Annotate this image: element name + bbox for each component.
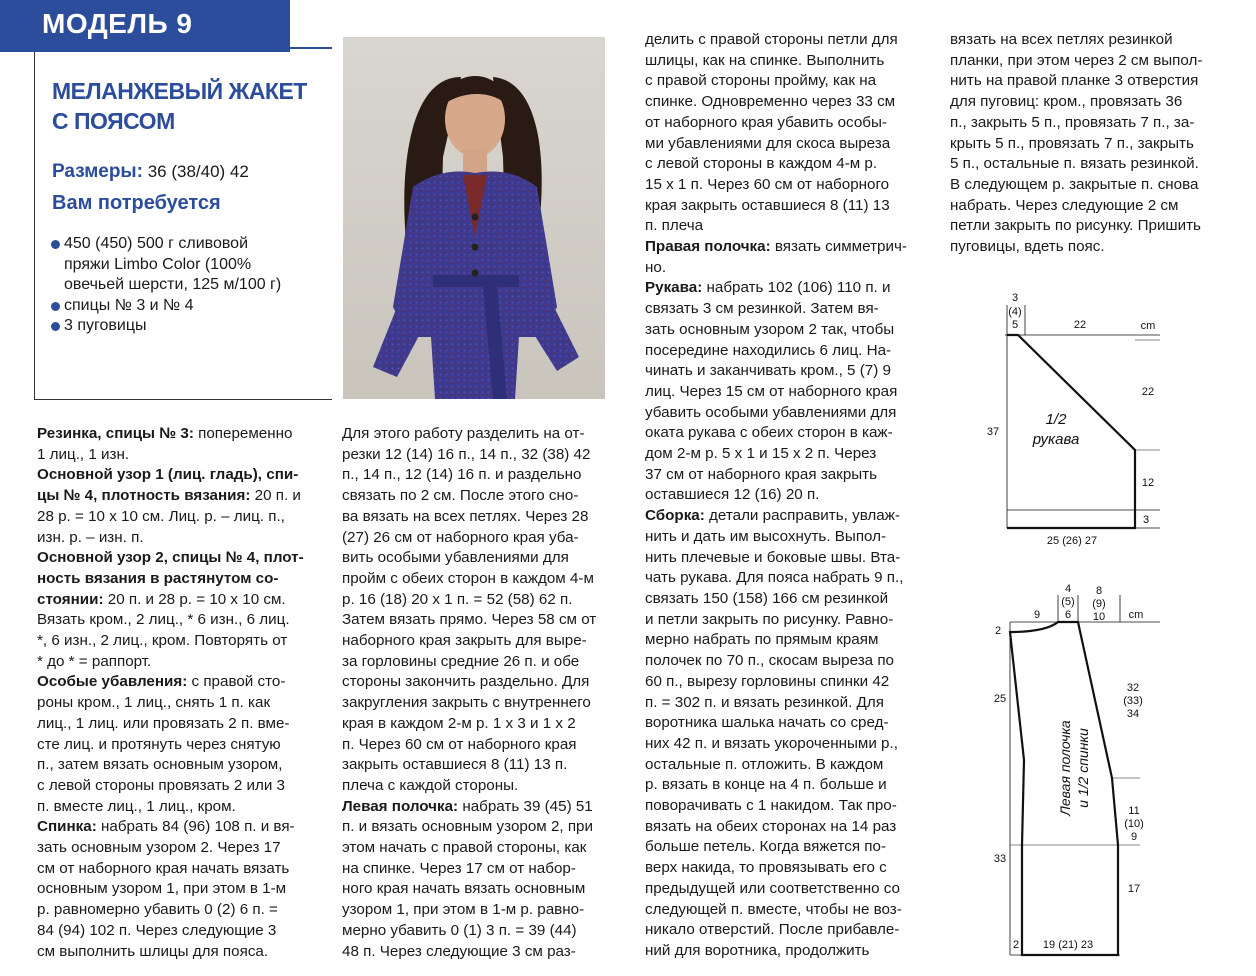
text-line (645, 71, 925, 92)
text-line (645, 196, 925, 217)
front-dim: 10 (1092, 611, 1106, 623)
frame-bottom-line (34, 399, 332, 400)
text-line (645, 568, 925, 589)
text-line (37, 652, 317, 673)
text-run: шлицы, как на спинке. Выполнить (645, 51, 885, 69)
text-run: 60 п., вырезу горловины спинки 42 (645, 672, 890, 690)
text-run: см выполнить шлицы для пояса. (37, 942, 269, 960)
text-line (645, 113, 925, 134)
text-line (342, 610, 622, 631)
text-run: мерно набрать по прямым краям (645, 631, 879, 649)
text-run: закрыть оставшиеся 8 (11) 13 п. (342, 756, 568, 774)
text-line (645, 465, 925, 486)
text-run: нить на правой планке 3 отверстия (950, 72, 1199, 90)
text-run: роны кром., 1 лиц., снять 1 п. как (37, 694, 271, 712)
text-run: 20 п. и 28 р. = 10 х 10 см. (103, 590, 286, 608)
text-line (645, 175, 925, 196)
text-run: с правой сто- (187, 673, 286, 691)
text-run: пройм с обеих сторон в каждом 4-м (342, 569, 594, 587)
text-run: 37 см от наборного края закрыть (645, 465, 878, 483)
front-label: и 1/2 спинки (1075, 728, 1091, 808)
text-run: них 42 п. и вязать укороченными р., (645, 734, 898, 752)
material-line: овечьей шерсти, 125 м/100 г) (64, 276, 282, 293)
text-run: но. (645, 258, 667, 276)
text-line (645, 713, 925, 734)
text-run: изн. р. – изн. п. (37, 528, 144, 546)
text-run: лиц., 1 лиц. или провязать 2 п. вме- (37, 714, 290, 732)
text-run: верх накида, то провязывать его с (645, 859, 887, 877)
text-run: попеременно (193, 425, 293, 442)
text-run: с левой стороны в каждом 4-м р. (645, 155, 878, 173)
text-line (37, 879, 317, 900)
text-run: с правой стороны пройму, как на (645, 72, 877, 90)
front-dim: (9) (1092, 598, 1106, 610)
text-line (37, 528, 317, 549)
section-heading: Спинка: (37, 818, 97, 836)
text-line (950, 196, 1235, 217)
text-line (645, 506, 925, 527)
text-run: р. равномерно убавить 0 (2) 6 п. = (37, 901, 278, 919)
text-line (342, 921, 622, 942)
front-dim: 19 (21) 23 (1042, 939, 1094, 951)
front-dim: 4 (1064, 583, 1072, 595)
text-line (37, 465, 317, 486)
text-line (342, 879, 622, 900)
text-line (645, 879, 925, 900)
text-run: связать 3 см резинкой. Затем вя- (645, 300, 879, 318)
front-dim: 11 (1128, 805, 1140, 817)
text-run: края закрыть оставшиеся 8 (11) 13 (645, 196, 890, 214)
text-run: для пуговиц: кром., провязать 36 (950, 93, 1183, 111)
section-heading: Резинка, спицы № 3: (37, 425, 194, 442)
text-run: основным узором 1, при этом в 1-м (37, 880, 287, 898)
text-run: узором 1, при этом в 1-м р. равно- (342, 901, 585, 919)
section-heading: Левая полочка: (342, 797, 459, 815)
front-back-diagram (985, 580, 1165, 972)
text-run: ного края начать вязать основным (342, 880, 586, 898)
text-line (342, 528, 622, 549)
text-line (950, 134, 1235, 155)
text-line (342, 714, 622, 735)
sleeve-dim: (4) (1008, 306, 1022, 318)
text-run: р. вязать в конце на 4 п. больше и (645, 776, 887, 794)
text-line (950, 30, 1235, 51)
text-line (950, 51, 1235, 72)
text-line (342, 672, 622, 693)
text-line (645, 30, 925, 51)
text-line (645, 278, 925, 299)
text-run: убавить особыми убавлениями для (645, 403, 897, 421)
header-rule (290, 47, 332, 49)
photo-illustration (343, 37, 605, 399)
text-line (645, 444, 925, 465)
text-line (37, 817, 317, 838)
front-dim: 32 (1126, 682, 1140, 694)
text-run: закругления закрыть с внутреннего (342, 694, 591, 712)
text-line (37, 942, 317, 963)
section-heading: Правая полочка: (645, 238, 771, 256)
section-heading: Сборка: (645, 507, 705, 525)
text-line (37, 776, 317, 797)
text-line (645, 817, 925, 838)
text-run: связать по 2 см. После этого сно- (342, 487, 579, 505)
model-banner (0, 0, 290, 52)
text-run: вязать на обеих сторонах на 14 раз (645, 817, 897, 835)
text-line (645, 403, 925, 424)
text-run: остальные п. отложить. В каждом (645, 755, 884, 773)
text-line (950, 71, 1235, 92)
section-heading: Особые убавления: (37, 673, 188, 691)
text-column-4 (950, 30, 1235, 258)
text-line (645, 320, 925, 341)
text-run: набрать 84 (96) 108 п. и вя- (96, 818, 295, 836)
text-run: мерно убавить 0 (1) 3 п. = 39 (44) (342, 921, 577, 939)
sleeve-dim: 25 (26) 27 (1046, 535, 1098, 547)
text-run: и петли закрыть по рисунку. Равно- (645, 610, 894, 628)
text-line (37, 424, 317, 445)
text-line (342, 693, 622, 714)
text-run: *, 6 изн., 2 лиц., кром. Повторять от (37, 632, 288, 650)
text-line (37, 693, 317, 714)
text-line (37, 921, 317, 942)
text-run: 20 п. и (250, 487, 301, 505)
text-line (950, 216, 1235, 237)
title-line: С ПОЯСОМ (52, 108, 175, 134)
front-dim: (33) (1123, 695, 1143, 707)
text-run: от наборного края убавить особы- (645, 113, 887, 131)
text-line (37, 714, 317, 735)
text-line (37, 735, 317, 756)
text-run: планки, при этом через 2 см выпол- (950, 51, 1203, 69)
pattern-title (52, 76, 312, 136)
text-line (950, 92, 1235, 113)
text-line (37, 900, 317, 921)
text-run: п. = 302 п. и вязать резинкой. Для (645, 693, 884, 711)
sleeve-dim: 22 (1141, 386, 1155, 398)
text-column-3 (645, 30, 925, 962)
sizes-value: 36 (38/40) 42 (142, 162, 249, 181)
text-line (645, 258, 925, 279)
text-line (645, 154, 925, 175)
text-line (37, 507, 317, 528)
text-line (645, 941, 925, 962)
text-line (645, 672, 925, 693)
text-run: никало отверстий. После прибавле- (645, 921, 900, 939)
text-run: полочек по 70 п., скосам выреза по (645, 652, 894, 670)
text-line (37, 610, 317, 631)
text-run: зать основным узором 2. Через 17 (37, 839, 281, 857)
text-run: вязать симметрич- (770, 238, 907, 256)
text-line (645, 382, 925, 403)
section-heading: Основной узор 1 (лиц. гладь), спи- (37, 466, 299, 484)
text-run: 84 (94) 102 п. Через следующие 3 (37, 921, 277, 939)
sizes-line (52, 161, 249, 183)
text-run: оставшиеся 12 (16) 20 п. (645, 486, 820, 504)
text-line (645, 341, 925, 362)
text-run: 28 р. = 10 х 10 см. Лиц. р. – лиц. п., (37, 507, 285, 525)
text-line (645, 900, 925, 921)
text-line (645, 734, 925, 755)
text-line (342, 735, 622, 756)
front-dim: 33 (993, 853, 1007, 865)
text-line (37, 445, 317, 466)
text-line (645, 837, 925, 858)
model-number: МОДЕЛЬ 9 (42, 8, 193, 39)
text-run: чинать и заканчивать кром., 5 (7) 9 (645, 362, 891, 380)
text-run: п., 14 п., 12 (14) 16 п. и раздельно (342, 466, 582, 484)
text-run: набрать 102 (106) 110 п. и (702, 279, 891, 297)
text-run: 5 п., остальные п. вязать резинкой. (950, 155, 1199, 173)
text-line (342, 755, 622, 776)
text-run: на спинке. Через 17 см от набор- (342, 859, 576, 877)
materials-heading: Вам потребуется (52, 192, 221, 214)
text-run: чать рукава. Для пояса набрать 9 п., (645, 569, 904, 587)
text-line (37, 590, 317, 611)
text-run: нить и дать им высохнуть. Выпол- (645, 527, 887, 545)
text-line (950, 175, 1235, 196)
text-column-2 (342, 424, 622, 962)
text-line (645, 693, 925, 714)
material-item (50, 234, 330, 296)
model-photo (343, 37, 605, 399)
text-line (37, 486, 317, 507)
text-line (645, 920, 925, 941)
text-run: ний для воротника, продолжить (645, 941, 870, 959)
text-line (645, 630, 925, 651)
front-dim: 8 (1095, 585, 1103, 597)
material-item (50, 296, 330, 317)
text-run: сте лиц. и протянуть через снятую (37, 735, 281, 753)
text-run: 48 п. Через следующие 3 см раз- (342, 942, 576, 960)
section-heading: Основной узор 2, спицы № 4, плот- (37, 549, 304, 567)
text-run: набрать. Через следующие 2 см (950, 196, 1179, 214)
text-run: вязать на всех петлях резинкой (950, 31, 1173, 48)
text-run: п. и вязать основным узором 2, при (342, 818, 593, 836)
sleeve-dim: 22 (1073, 319, 1087, 331)
sleeve-unit: cm (1140, 320, 1156, 332)
text-line (342, 631, 622, 652)
front-dim: 9 (1130, 831, 1138, 843)
text-line (37, 755, 317, 776)
text-run: крыть 5 п., провязать 7 п., закрыть (950, 134, 1194, 152)
text-run: наборного края закрыть для выре- (342, 632, 587, 650)
front-dim: (5) (1061, 596, 1075, 608)
text-run: лиц. Через 15 см от наборного края (645, 382, 898, 400)
material-line: 3 пуговицы (64, 317, 147, 334)
text-run: Затем вязать прямо. Через 58 см от (342, 611, 597, 629)
front-dim: 17 (1127, 883, 1141, 895)
text-line (645, 527, 925, 548)
text-run: (27) 26 см от наборного края уба- (342, 528, 579, 546)
sleeve-dim: 12 (1141, 477, 1155, 489)
text-run: В следующем р. закрытые п. снова (950, 175, 1199, 193)
text-line (37, 838, 317, 859)
text-line (645, 589, 925, 610)
text-run: р. 16 (18) 20 х 1 п. = 52 (58) 62 п. (342, 590, 573, 608)
text-line (342, 445, 622, 466)
text-run: петли закрыть по рисунку. Пришить (950, 217, 1201, 235)
text-line (342, 569, 622, 590)
text-line (342, 590, 622, 611)
text-run: набрать 39 (45) 51 (458, 797, 593, 815)
text-line (645, 216, 925, 237)
text-run: п., закрыть 5 п., провязать 7 п., за- (950, 113, 1195, 131)
text-run: п. вместе лиц., 1 лиц., кром. (37, 797, 236, 815)
text-line (645, 237, 925, 258)
section-heading: ность вязания в растянутом со- (37, 569, 279, 587)
text-line (950, 113, 1235, 134)
text-run: следующей п. вместе, чтобы не воз- (645, 900, 902, 918)
text-line (645, 610, 925, 631)
text-run: п. Через 60 см от наборного края (342, 735, 577, 753)
material-line: пряжи Limbo Color (100% (64, 255, 252, 273)
material-line: спицы № 3 и № 4 (64, 296, 194, 314)
text-run: ва вязать на всех петлях. Через 28 (342, 507, 589, 525)
text-line (645, 423, 925, 444)
text-run: этом начать с правой стороны, как (342, 839, 587, 857)
sleeve-dim: 3 (1011, 292, 1019, 304)
text-run: связать 150 (158) 166 см резинкой (645, 589, 889, 607)
text-run: оката рукава с обеих сторон в каж- (645, 424, 893, 442)
text-line (950, 154, 1235, 175)
front-dim: 6 (1064, 609, 1072, 621)
text-line (342, 859, 622, 880)
text-line (342, 486, 622, 507)
text-run: посередине находились 6 лиц. На- (645, 341, 892, 359)
text-run: нить плечевые и боковые швы. Вта- (645, 548, 901, 566)
sleeve-label: 1/2 (1045, 411, 1067, 428)
materials-list (50, 234, 330, 337)
section-heading: Рукава: (645, 279, 703, 297)
text-line (645, 755, 925, 776)
text-run: 1 лиц., 1 изн. (37, 445, 130, 463)
section-heading: стоянии: (37, 590, 104, 608)
sleeve-dim: 3 (1142, 514, 1150, 526)
section-heading: цы № 4, плотность вязания: (37, 487, 251, 505)
text-run: * до * = раппорт. (37, 652, 152, 670)
text-line (342, 942, 622, 963)
text-line (37, 631, 317, 652)
text-line (645, 361, 925, 382)
text-run: ми убавлениями для скоса выреза (645, 134, 891, 152)
text-run: п., затем вязать основным узором, (37, 756, 283, 774)
front-label: Левая полочка (1057, 720, 1073, 816)
text-line (342, 900, 622, 921)
text-run: спинке. Одновременно через 33 см (645, 93, 896, 111)
text-line (342, 424, 622, 445)
text-line (645, 51, 925, 72)
material-line: 450 (450) 500 г сливовой (64, 235, 249, 252)
front-dim: (10) (1124, 818, 1144, 830)
text-run: детали расправить, увлаж- (704, 507, 900, 525)
sizes-label: Размеры: (52, 161, 143, 182)
text-line (342, 548, 622, 569)
text-line (37, 569, 317, 590)
text-run: воротника шалька начать со сред- (645, 714, 889, 732)
text-line (645, 858, 925, 879)
text-run: дом 2-м р. 5 х 1 и 15 х 2 п. Через (645, 445, 877, 463)
sleeve-dim: 37 (986, 426, 1000, 438)
text-line (342, 817, 622, 838)
text-run: 15 х 1 п. Через 60 см от наборного (645, 175, 890, 193)
sleeve-label: рукава (1032, 431, 1080, 448)
text-run: предыдущей или соответственно со (645, 879, 900, 897)
text-line (950, 237, 1235, 258)
text-line (645, 796, 925, 817)
text-line (342, 838, 622, 859)
text-line (645, 548, 925, 569)
text-line (37, 797, 317, 818)
text-run: края в каждом 2-м р. 1 х 3 и 1 х 2 (342, 714, 576, 732)
front-dim: 25 (993, 693, 1007, 705)
text-line (342, 507, 622, 528)
text-run: делить с правой стороны петли для (645, 31, 898, 48)
text-run: поворачивать с 1 накидом. Так про- (645, 797, 897, 815)
text-line (37, 548, 317, 569)
text-run: Для этого работу разделить на от- (342, 425, 585, 442)
front-dim: 9 (1033, 609, 1041, 621)
text-line (342, 797, 622, 818)
text-line (645, 92, 925, 113)
text-run: больше петель. Когда вяжется по- (645, 838, 886, 856)
sleeve-diagram (970, 285, 1170, 555)
text-line (645, 485, 925, 506)
text-line (645, 299, 925, 320)
text-run: см от наборного края начать вязать (37, 859, 290, 877)
text-line (645, 134, 925, 155)
text-line (37, 859, 317, 880)
text-line (342, 652, 622, 673)
text-run: Вязать кром., 2 лиц., * 6 изн., 6 лиц. (37, 611, 290, 629)
text-run: стороны закончить раздельно. Для (342, 673, 590, 691)
frame-left-line (34, 52, 35, 400)
text-column-1 (37, 424, 317, 962)
front-unit: cm (1128, 609, 1144, 621)
front-dim: 2 (1012, 939, 1020, 951)
text-run: плеча с каждой стороны. (342, 776, 519, 794)
front-dim: 2 (994, 625, 1002, 637)
title-line: МЕЛАНЖЕВЫЙ ЖАКЕТ (52, 78, 307, 104)
text-line (645, 651, 925, 672)
text-line (342, 776, 622, 797)
text-run: п. плеча (645, 217, 704, 235)
text-line (645, 775, 925, 796)
text-run: пуговицы, вдеть пояс. (950, 238, 1105, 256)
text-run: резки 12 (14) 16 п., 14 п., 32 (38) 42 (342, 445, 591, 463)
text-run: за горловины средние 26 п. и обе (342, 652, 580, 670)
text-line (342, 465, 622, 486)
text-line (37, 672, 317, 693)
text-run: вить особыми убавлениями для (342, 549, 569, 567)
front-dim: 34 (1126, 708, 1140, 720)
text-run: зать основным узором 2 так, чтобы (645, 320, 895, 338)
text-run: с левой стороны провязать 2 или 3 (37, 776, 285, 794)
material-item (50, 316, 330, 337)
sleeve-dim: 5 (1011, 319, 1019, 331)
